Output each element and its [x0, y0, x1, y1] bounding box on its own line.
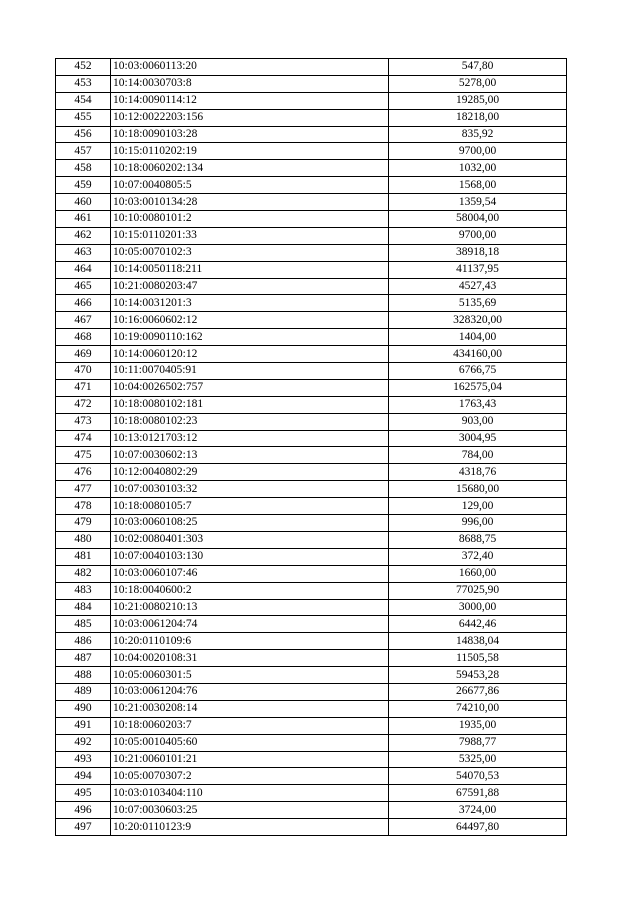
row-number-cell: 472 — [56, 396, 111, 413]
cadastral-number-cell: 10:03:0061204:74 — [111, 616, 389, 633]
table-row — [56, 312, 567, 329]
amount-cell: 3724,00 — [389, 802, 567, 819]
amount-cell: 784,00 — [389, 447, 567, 464]
table-row — [56, 734, 567, 751]
cadastral-number-cell: 10:18:0090103:28 — [111, 126, 389, 143]
row-number-cell: 497 — [56, 819, 111, 836]
cadastral-number-cell: 10:20:0110123:9 — [111, 819, 389, 836]
table-row — [56, 75, 567, 92]
table-row — [56, 751, 567, 768]
cadastral-number-cell: 10:15:0110201:33 — [111, 227, 389, 244]
table-row — [56, 531, 567, 548]
table-row — [56, 346, 567, 363]
row-number-cell: 456 — [56, 126, 111, 143]
table-row — [56, 464, 567, 481]
table-row — [56, 683, 567, 700]
row-number-cell: 484 — [56, 599, 111, 616]
row-number-cell: 490 — [56, 700, 111, 717]
table-row — [56, 481, 567, 498]
cadastral-number-cell: 10:05:0010405:60 — [111, 734, 389, 751]
cadastral-number-cell: 10:07:0030602:13 — [111, 447, 389, 464]
cadastral-number-cell: 10:18:0040600:2 — [111, 582, 389, 599]
registry-table — [55, 58, 567, 836]
table-row — [56, 143, 567, 160]
table-row — [56, 295, 567, 312]
row-number-cell: 452 — [56, 59, 111, 76]
table-row — [56, 498, 567, 515]
amount-cell: 18218,00 — [389, 109, 567, 126]
row-number-cell: 460 — [56, 194, 111, 211]
amount-cell: 59453,28 — [389, 667, 567, 684]
amount-cell: 3000,00 — [389, 599, 567, 616]
table-row — [56, 599, 567, 616]
cadastral-number-cell: 10:11:0070405:91 — [111, 363, 389, 380]
amount-cell: 129,00 — [389, 498, 567, 515]
table-row — [56, 802, 567, 819]
table-row — [56, 430, 567, 447]
table-row — [56, 379, 567, 396]
cadastral-number-cell: 10:21:0030208:14 — [111, 700, 389, 717]
amount-cell: 434160,00 — [389, 346, 567, 363]
amount-cell: 996,00 — [389, 515, 567, 532]
cadastral-number-cell: 10:12:0040802:29 — [111, 464, 389, 481]
row-number-cell: 475 — [56, 447, 111, 464]
cadastral-number-cell: 10:21:0080210:13 — [111, 599, 389, 616]
cadastral-number-cell: 10:03:0060113:20 — [111, 59, 389, 76]
amount-cell: 1935,00 — [389, 717, 567, 734]
row-number-cell: 489 — [56, 683, 111, 700]
amount-cell: 41137,95 — [389, 261, 567, 278]
amount-cell: 6766,75 — [389, 363, 567, 380]
row-number-cell: 496 — [56, 802, 111, 819]
cadastral-number-cell: 10:03:0060107:46 — [111, 565, 389, 582]
cadastral-number-cell: 10:20:0110109:6 — [111, 633, 389, 650]
amount-cell: 1404,00 — [389, 329, 567, 346]
table-row — [56, 700, 567, 717]
table-row — [56, 717, 567, 734]
cadastral-number-cell: 10:14:0031201:3 — [111, 295, 389, 312]
cadastral-number-cell: 10:14:0030703:8 — [111, 75, 389, 92]
cadastral-number-cell: 10:03:0060108:25 — [111, 515, 389, 532]
table-row — [56, 565, 567, 582]
amount-cell: 67591,88 — [389, 785, 567, 802]
cadastral-number-cell: 10:14:0050118:211 — [111, 261, 389, 278]
cadastral-number-cell: 10:04:0026502:757 — [111, 379, 389, 396]
cadastral-number-cell: 10:04:0020108:31 — [111, 650, 389, 667]
table-row — [56, 413, 567, 430]
cadastral-number-cell: 10:18:0080102:23 — [111, 413, 389, 430]
table-row — [56, 244, 567, 261]
row-number-cell: 494 — [56, 768, 111, 785]
row-number-cell: 485 — [56, 616, 111, 633]
cadastral-number-cell: 10:21:0060101:21 — [111, 751, 389, 768]
table-row — [56, 582, 567, 599]
amount-cell: 903,00 — [389, 413, 567, 430]
table-row — [56, 548, 567, 565]
row-number-cell: 453 — [56, 75, 111, 92]
row-number-cell: 482 — [56, 565, 111, 582]
table-row — [56, 194, 567, 211]
cadastral-number-cell: 10:05:0070102:3 — [111, 244, 389, 261]
amount-cell: 1359,54 — [389, 194, 567, 211]
table-row — [56, 396, 567, 413]
cadastral-number-cell: 10:14:0090114:12 — [111, 92, 389, 109]
amount-cell: 5135,69 — [389, 295, 567, 312]
row-number-cell: 464 — [56, 261, 111, 278]
amount-cell: 4318,76 — [389, 464, 567, 481]
amount-cell: 7988,77 — [389, 734, 567, 751]
cadastral-number-cell: 10:07:0030103:32 — [111, 481, 389, 498]
row-number-cell: 486 — [56, 633, 111, 650]
row-number-cell: 476 — [56, 464, 111, 481]
row-number-cell: 454 — [56, 92, 111, 109]
amount-cell: 328320,00 — [389, 312, 567, 329]
cadastral-number-cell: 10:03:0061204:76 — [111, 683, 389, 700]
row-number-cell: 458 — [56, 160, 111, 177]
cadastral-number-cell: 10:05:0070307:2 — [111, 768, 389, 785]
row-number-cell: 471 — [56, 379, 111, 396]
cadastral-number-cell: 10:16:0060602:12 — [111, 312, 389, 329]
cadastral-number-cell: 10:18:0060203:7 — [111, 717, 389, 734]
table-row — [56, 278, 567, 295]
row-number-cell: 468 — [56, 329, 111, 346]
row-number-cell: 470 — [56, 363, 111, 380]
row-number-cell: 483 — [56, 582, 111, 599]
amount-cell: 5325,00 — [389, 751, 567, 768]
table-row — [56, 768, 567, 785]
cadastral-number-cell: 10:07:0030603:25 — [111, 802, 389, 819]
amount-cell: 1032,00 — [389, 160, 567, 177]
amount-cell: 64497,80 — [389, 819, 567, 836]
amount-cell: 9700,00 — [389, 227, 567, 244]
amount-cell: 74210,00 — [389, 700, 567, 717]
amount-cell: 1660,00 — [389, 565, 567, 582]
amount-cell: 9700,00 — [389, 143, 567, 160]
cadastral-number-cell: 10:10:0080101:2 — [111, 211, 389, 228]
cadastral-number-cell: 10:14:0060120:12 — [111, 346, 389, 363]
amount-cell: 835,92 — [389, 126, 567, 143]
cadastral-number-cell: 10:03:0103404:110 — [111, 785, 389, 802]
row-number-cell: 459 — [56, 177, 111, 194]
amount-cell: 1763,43 — [389, 396, 567, 413]
table-row — [56, 650, 567, 667]
table-row — [56, 261, 567, 278]
table-row — [56, 515, 567, 532]
amount-cell: 14838,04 — [389, 633, 567, 650]
cadastral-number-cell: 10:07:0040805:5 — [111, 177, 389, 194]
row-number-cell: 466 — [56, 295, 111, 312]
table-row — [56, 785, 567, 802]
table-row — [56, 211, 567, 228]
amount-cell: 77025,90 — [389, 582, 567, 599]
row-number-cell: 491 — [56, 717, 111, 734]
cadastral-number-cell: 10:18:0080102:181 — [111, 396, 389, 413]
cadastral-number-cell: 10:02:0080401:303 — [111, 531, 389, 548]
row-number-cell: 465 — [56, 278, 111, 295]
row-number-cell: 469 — [56, 346, 111, 363]
amount-cell: 58004,00 — [389, 211, 567, 228]
amount-cell: 4527,43 — [389, 278, 567, 295]
amount-cell: 11505,58 — [389, 650, 567, 667]
table-row — [56, 227, 567, 244]
cadastral-number-cell: 10:19:0090110:162 — [111, 329, 389, 346]
amount-cell: 1568,00 — [389, 177, 567, 194]
cadastral-number-cell: 10:21:0080203:47 — [111, 278, 389, 295]
row-number-cell: 477 — [56, 481, 111, 498]
row-number-cell: 474 — [56, 430, 111, 447]
row-number-cell: 467 — [56, 312, 111, 329]
amount-cell: 19285,00 — [389, 92, 567, 109]
amount-cell: 3004,95 — [389, 430, 567, 447]
cadastral-number-cell: 10:18:0060202:134 — [111, 160, 389, 177]
table-row — [56, 633, 567, 650]
row-number-cell: 461 — [56, 211, 111, 228]
table-row — [56, 160, 567, 177]
table-row — [56, 59, 567, 76]
row-number-cell: 492 — [56, 734, 111, 751]
row-number-cell: 455 — [56, 109, 111, 126]
row-number-cell: 463 — [56, 244, 111, 261]
cadastral-number-cell: 10:07:0040103:130 — [111, 548, 389, 565]
amount-cell: 372,40 — [389, 548, 567, 565]
row-number-cell: 480 — [56, 531, 111, 548]
registry-table-body — [56, 59, 567, 836]
row-number-cell: 487 — [56, 650, 111, 667]
amount-cell: 6442,46 — [389, 616, 567, 633]
cadastral-number-cell: 10:18:0080105:7 — [111, 498, 389, 515]
table-row — [56, 667, 567, 684]
cadastral-number-cell: 10:03:0010134:28 — [111, 194, 389, 211]
amount-cell: 26677,86 — [389, 683, 567, 700]
amount-cell: 8688,75 — [389, 531, 567, 548]
amount-cell: 15680,00 — [389, 481, 567, 498]
row-number-cell: 495 — [56, 785, 111, 802]
table-row — [56, 177, 567, 194]
table-row — [56, 819, 567, 836]
cadastral-number-cell: 10:15:0110202:19 — [111, 143, 389, 160]
amount-cell: 162575,04 — [389, 379, 567, 396]
table-row — [56, 109, 567, 126]
row-number-cell: 462 — [56, 227, 111, 244]
row-number-cell: 488 — [56, 667, 111, 684]
amount-cell: 5278,00 — [389, 75, 567, 92]
cadastral-number-cell: 10:12:0022203:156 — [111, 109, 389, 126]
table-row — [56, 447, 567, 464]
cadastral-number-cell: 10:13:0121703:12 — [111, 430, 389, 447]
row-number-cell: 457 — [56, 143, 111, 160]
row-number-cell: 481 — [56, 548, 111, 565]
cadastral-number-cell: 10:05:0060301:5 — [111, 667, 389, 684]
table-row — [56, 92, 567, 109]
row-number-cell: 479 — [56, 515, 111, 532]
row-number-cell: 478 — [56, 498, 111, 515]
amount-cell: 547,80 — [389, 59, 567, 76]
table-row — [56, 363, 567, 380]
table-row — [56, 126, 567, 143]
amount-cell: 38918,18 — [389, 244, 567, 261]
amount-cell: 54070,53 — [389, 768, 567, 785]
row-number-cell: 473 — [56, 413, 111, 430]
row-number-cell: 493 — [56, 751, 111, 768]
table-row — [56, 616, 567, 633]
table-row — [56, 329, 567, 346]
